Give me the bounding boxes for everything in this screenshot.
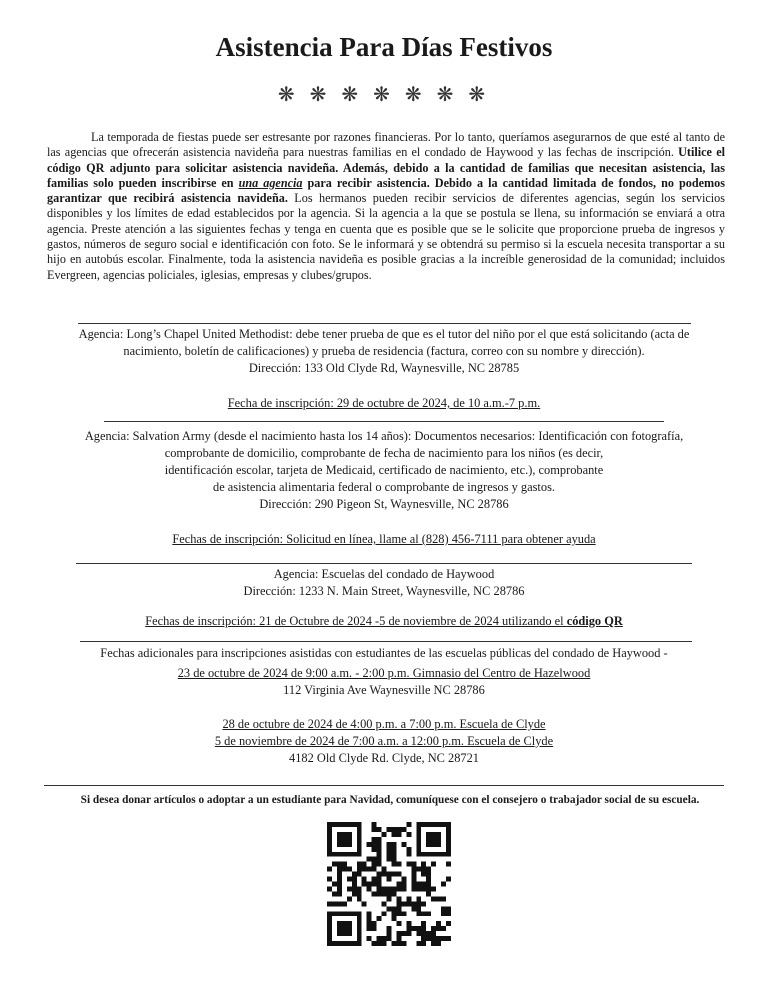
divider-2	[104, 421, 664, 422]
qr-finder-pattern	[329, 914, 359, 944]
snowflake-decoration: ❋ ❋ ❋ ❋ ❋ ❋ ❋	[277, 84, 491, 106]
agency-salvation-army	[50, 428, 718, 548]
agency2-line2: comprobante de domicilio, comprobante de fecha de nacimiento para los niños (es decir,	[164, 446, 604, 460]
donate-note: Si desea donar artículos o adoptar a un estudiante para Navidad, comuníquese con el consejero o trabajador social de su escuela.	[80, 794, 700, 806]
intro-bold-2: para recibir asistencia. Debido a la cantidad limitada de fondos, no podemos garantizar que recibirá asistencia navideña.	[47, 175, 725, 206]
divider-4	[80, 641, 692, 642]
agency2-line1: Agencia: Salvation Army (desde el nacimiento hasta los 14 años): Documentos necesarios: Identificación con fotografía,	[84, 429, 684, 443]
page-title: Asistencia Para Días Festivos	[215, 32, 553, 62]
agency3-date: Fechas de inscripción: 21 de Octubre de 2024 -5 de noviembre de 2024 utilizando el	[145, 614, 567, 628]
additional-address-2: 4182 Old Clyde Rd. Clyde, NC 28721	[289, 751, 479, 765]
agency-haywood-schools	[50, 566, 718, 630]
intro-paragraph	[47, 130, 725, 283]
agency2-date: Fechas de inscripción: Solicitud en línea, llame al (828) 456-7111 para obtener ayuda	[172, 532, 596, 546]
divider-3	[76, 563, 692, 564]
agency2-line4: de asistencia alimentaria federal o comprobante de ingresos y gastos.	[213, 480, 555, 494]
agency-longs-chapel	[50, 326, 718, 412]
additional-heading: Fechas adicionales para inscripciones asistidas con estudiantes de las escuelas públicas del condado de Haywood -	[100, 646, 668, 660]
additional-address-1: 112 Virginia Ave Waynesville NC 28786	[283, 683, 485, 697]
additional-date-3: 5 de noviembre de 2024 de 7:00 a.m. a 12:00 p.m. Escuela de Clyde	[214, 734, 554, 748]
agency1-address: Dirección: 133 Old Clyde Rd, Waynesville, NC 28785	[248, 361, 520, 375]
agency3-name: Agencia: Escuelas del condado de Haywood	[273, 567, 495, 581]
qr-code[interactable]	[327, 822, 451, 946]
agency3-address: Dirección: 1233 N. Main Street, Waynesville, NC 28786	[243, 584, 525, 598]
additional-dates	[50, 645, 718, 767]
intro-text-2: Los hermanos pueden recibir servicios de diferentes agencias, según los servicios disponibles y los límites de edad establecidos por la agencia. Si la agencia a la que se postula se llena, su información se enviará a otra agencia. Preste atención a las siguientes fechas y tenga en cuenta que es posible que se le solicite que proporcione prueba de ingresos y gastos, números de seguro social e identificación con foto. Se le informará y se obtendrá su permiso si la escuela necesita transportar a su hijo en autobús escolar. Finalmente, toda la asistencia navideña es posible gracias a la increíble generosidad de la comunidad; incluidos Evergreen, agencias policiales, iglesias, empresas y clubes/grupos.	[47, 191, 725, 282]
intro-emphasis: una agencia	[238, 175, 303, 190]
agency1-description: Agencia: Long’s Chapel United Methodist: debe tener prueba de que es el tutor del niño por el que está solicitando (acta de nacimiento, boletín de calificaciones) y prueba de residencia (factura, correo con su nombre y dirección).	[78, 327, 690, 358]
additional-date-1: 23 de octubre de 2024 de 9:00 a.m. - 2:00 p.m. Gimnasio del Centro de Hazelwood	[177, 666, 591, 680]
agency2-address: Dirección: 290 Pigeon St, Waynesville, NC 28786	[259, 497, 509, 511]
qr-finder-pattern	[419, 824, 449, 854]
intro-text-1: La temporada de fiestas puede ser estresante por razones financieras. Por lo tanto, queríamos asegurarnos de que esté al tanto de las agencias que ofrecerán asistencia navideña para nuestras familias en el condado de Haywood y las fechas de inscripción.	[47, 130, 725, 160]
divider-5	[44, 785, 724, 786]
divider-1	[78, 323, 691, 324]
agency3-date-qr: código QR	[566, 614, 623, 628]
qr-finder-pattern	[329, 824, 359, 854]
agency2-line3: identificación escolar, tarjeta de Medicaid, certificado de nacimiento, etc.), comprobante	[164, 463, 604, 477]
agency1-date: Fecha de inscripción: 29 de octubre de 2024, de 10 a.m.-7 p.m.	[227, 396, 541, 410]
intro-bold-1: Utilice el código QR adjunto para solicitar asistencia navideña. Además, debido a la cantidad de familias que necesitan asistencia, las familias solo pueden inscribirse en	[47, 145, 725, 190]
additional-date-2: 28 de octubre de 2024 de 4:00 p.m. a 7:00 p.m. Escuela de Clyde	[222, 717, 546, 731]
